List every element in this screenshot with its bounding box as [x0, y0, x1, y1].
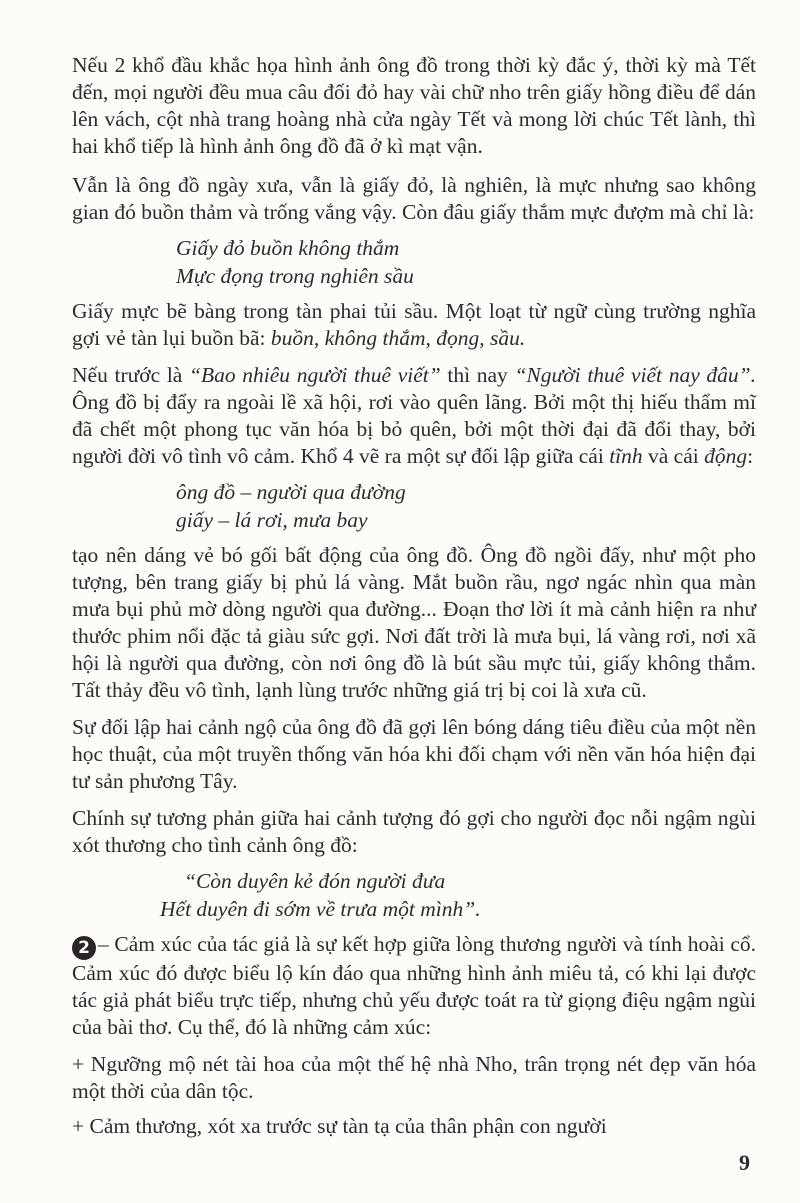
verse-quote-1: [176, 234, 756, 290]
verse-quote-2: [176, 478, 756, 534]
text-run: Ông đồ bị đẩy ra ngoài lề xã hội, rơi vào quên lãng. Bởi một thị hiếu thẩm mĩ đã chết một phong tục văn hóa bị bỏ quên, bởi một thời đại đã đổi thay, bởi người đời vô tình vô cảm. Khổ 4 vẽ ra một sự đối lập giữa cái: [72, 390, 756, 468]
item-number-badge: 2: [72, 936, 96, 960]
verse-line: giấy – lá rơi, mưa bay: [176, 508, 368, 532]
quote-text: “Người thuê viết nay đâu”.: [514, 363, 756, 387]
paragraph-6: Sự đối lập hai cảnh ngộ của ông đồ đã gợi lên bóng dáng tiêu điều của một nền học thuật, của một truyền thống văn hóa khi đối chạm với nền văn hóa hiện đại tư sản phương Tây.: [72, 715, 756, 793]
paragraph-1: Nếu 2 khổ đầu khắc họa hình ảnh ông đồ trong thời kỳ đắc ý, thời kỳ mà Tết đến, mọi người đều mua câu đối đỏ hay vài chữ nho trên giấy hồng điều để dán lên vách, cột nhà trang hoàng nhà cửa ngày Tết và mong lời chúc Tết lành, thì hai khổ tiếp là hình ảnh ông đồ đã ở kì mạt vận.: [72, 53, 756, 158]
verse-line: ông đồ – người qua đường: [176, 480, 406, 504]
bullet-item: + Ngưỡng mộ nét tài hoa của một thế hệ nhà Nho, trân trọng nét đẹp văn hóa một thời của dân tộc.: [72, 1052, 756, 1103]
page-text: [72, 52, 756, 1148]
text-run: – Cảm xúc của tác giả là sự kết hợp giữa lòng thương người và tính hoài cổ. Cảm xúc đó được biểu lộ kín đáo qua những hình ảnh miêu tả, có khi lại được tác giả phát biểu trực tiếp, nhưng chủ yếu được toát ra từ giọng điệu ngậm ngùi của bài thơ. Cụ thể, đó là những cảm xúc:: [72, 932, 756, 1039]
paragraph-4: [72, 362, 756, 470]
italic-word: tĩnh: [609, 444, 643, 468]
text-run: :: [747, 444, 754, 468]
page-number: 9: [739, 1150, 750, 1175]
bullet-item: + Cảm thương, xót xa trước sự tàn tạ của thân phận con người: [72, 1114, 607, 1138]
verse-line: Giấy đỏ buồn không thắm: [176, 236, 400, 260]
quote-text: “Bao nhiêu người thuê viết”: [189, 363, 441, 387]
verse-line: Hết duyên đi sớm về trưa một mình”.: [160, 897, 481, 921]
text-run: Giấy mực bẽ bàng trong tàn phai tủi sầu. Một loạt từ ngữ cùng trường nghĩa gợi vẻ tàn lụi buồn bã:: [72, 299, 756, 350]
verse-line: “Còn duyên kẻ đón người đưa: [184, 869, 446, 893]
paragraph-3: [72, 298, 756, 352]
text-run: và cái: [642, 444, 705, 468]
italic-word: động: [704, 444, 748, 468]
paragraph-7: Chính sự tương phản giữa hai cảnh tượng đó gợi cho người đọc nỗi ngậm ngùi xót thương cho tình cảnh ông đồ:: [72, 806, 756, 857]
paragraph-5: tạo nên dáng vẻ bó gối bất động của ông đồ. Ông đồ ngồi đấy, như một pho tượng, bên trang giấy bị phủ lá vàng. Mắt buồn rầu, ngơ ngác nhìn qua màn mưa bụi phủ mờ dòng người qua đường... Đoạn thơ lời ít mà cảnh hiện ra như thước phim nổi đặc tả giàu sức gợi. Nơi đất trời là mưa bụi, lá vàng rơi, nơi xã hội là người qua đường, còn nơi ông đồ là bút sầu mực tủi, giấy không thắm. Tất thảy đều vô tình, lạnh lùng trước những giá trị bị coi là xưa cũ.: [72, 543, 756, 702]
paragraph-8: [72, 931, 756, 1041]
verse-line: Mực đọng trong nghiên sầu: [176, 264, 414, 288]
verse-quote-3: [160, 867, 756, 923]
paragraph-2: Vẫn là ông đồ ngày xưa, vẫn là giấy đỏ, là nghiên, là mực nhưng sao không gian đó buồn thảm và trống vắng vậy. Còn đâu giấy thắm mực đượm mà chỉ là:: [72, 173, 756, 224]
text-run: Nếu trước là: [72, 363, 190, 387]
italic-words: buồn, không thắm, đọng, sầu.: [270, 326, 526, 350]
text-run: thì nay: [440, 363, 515, 387]
